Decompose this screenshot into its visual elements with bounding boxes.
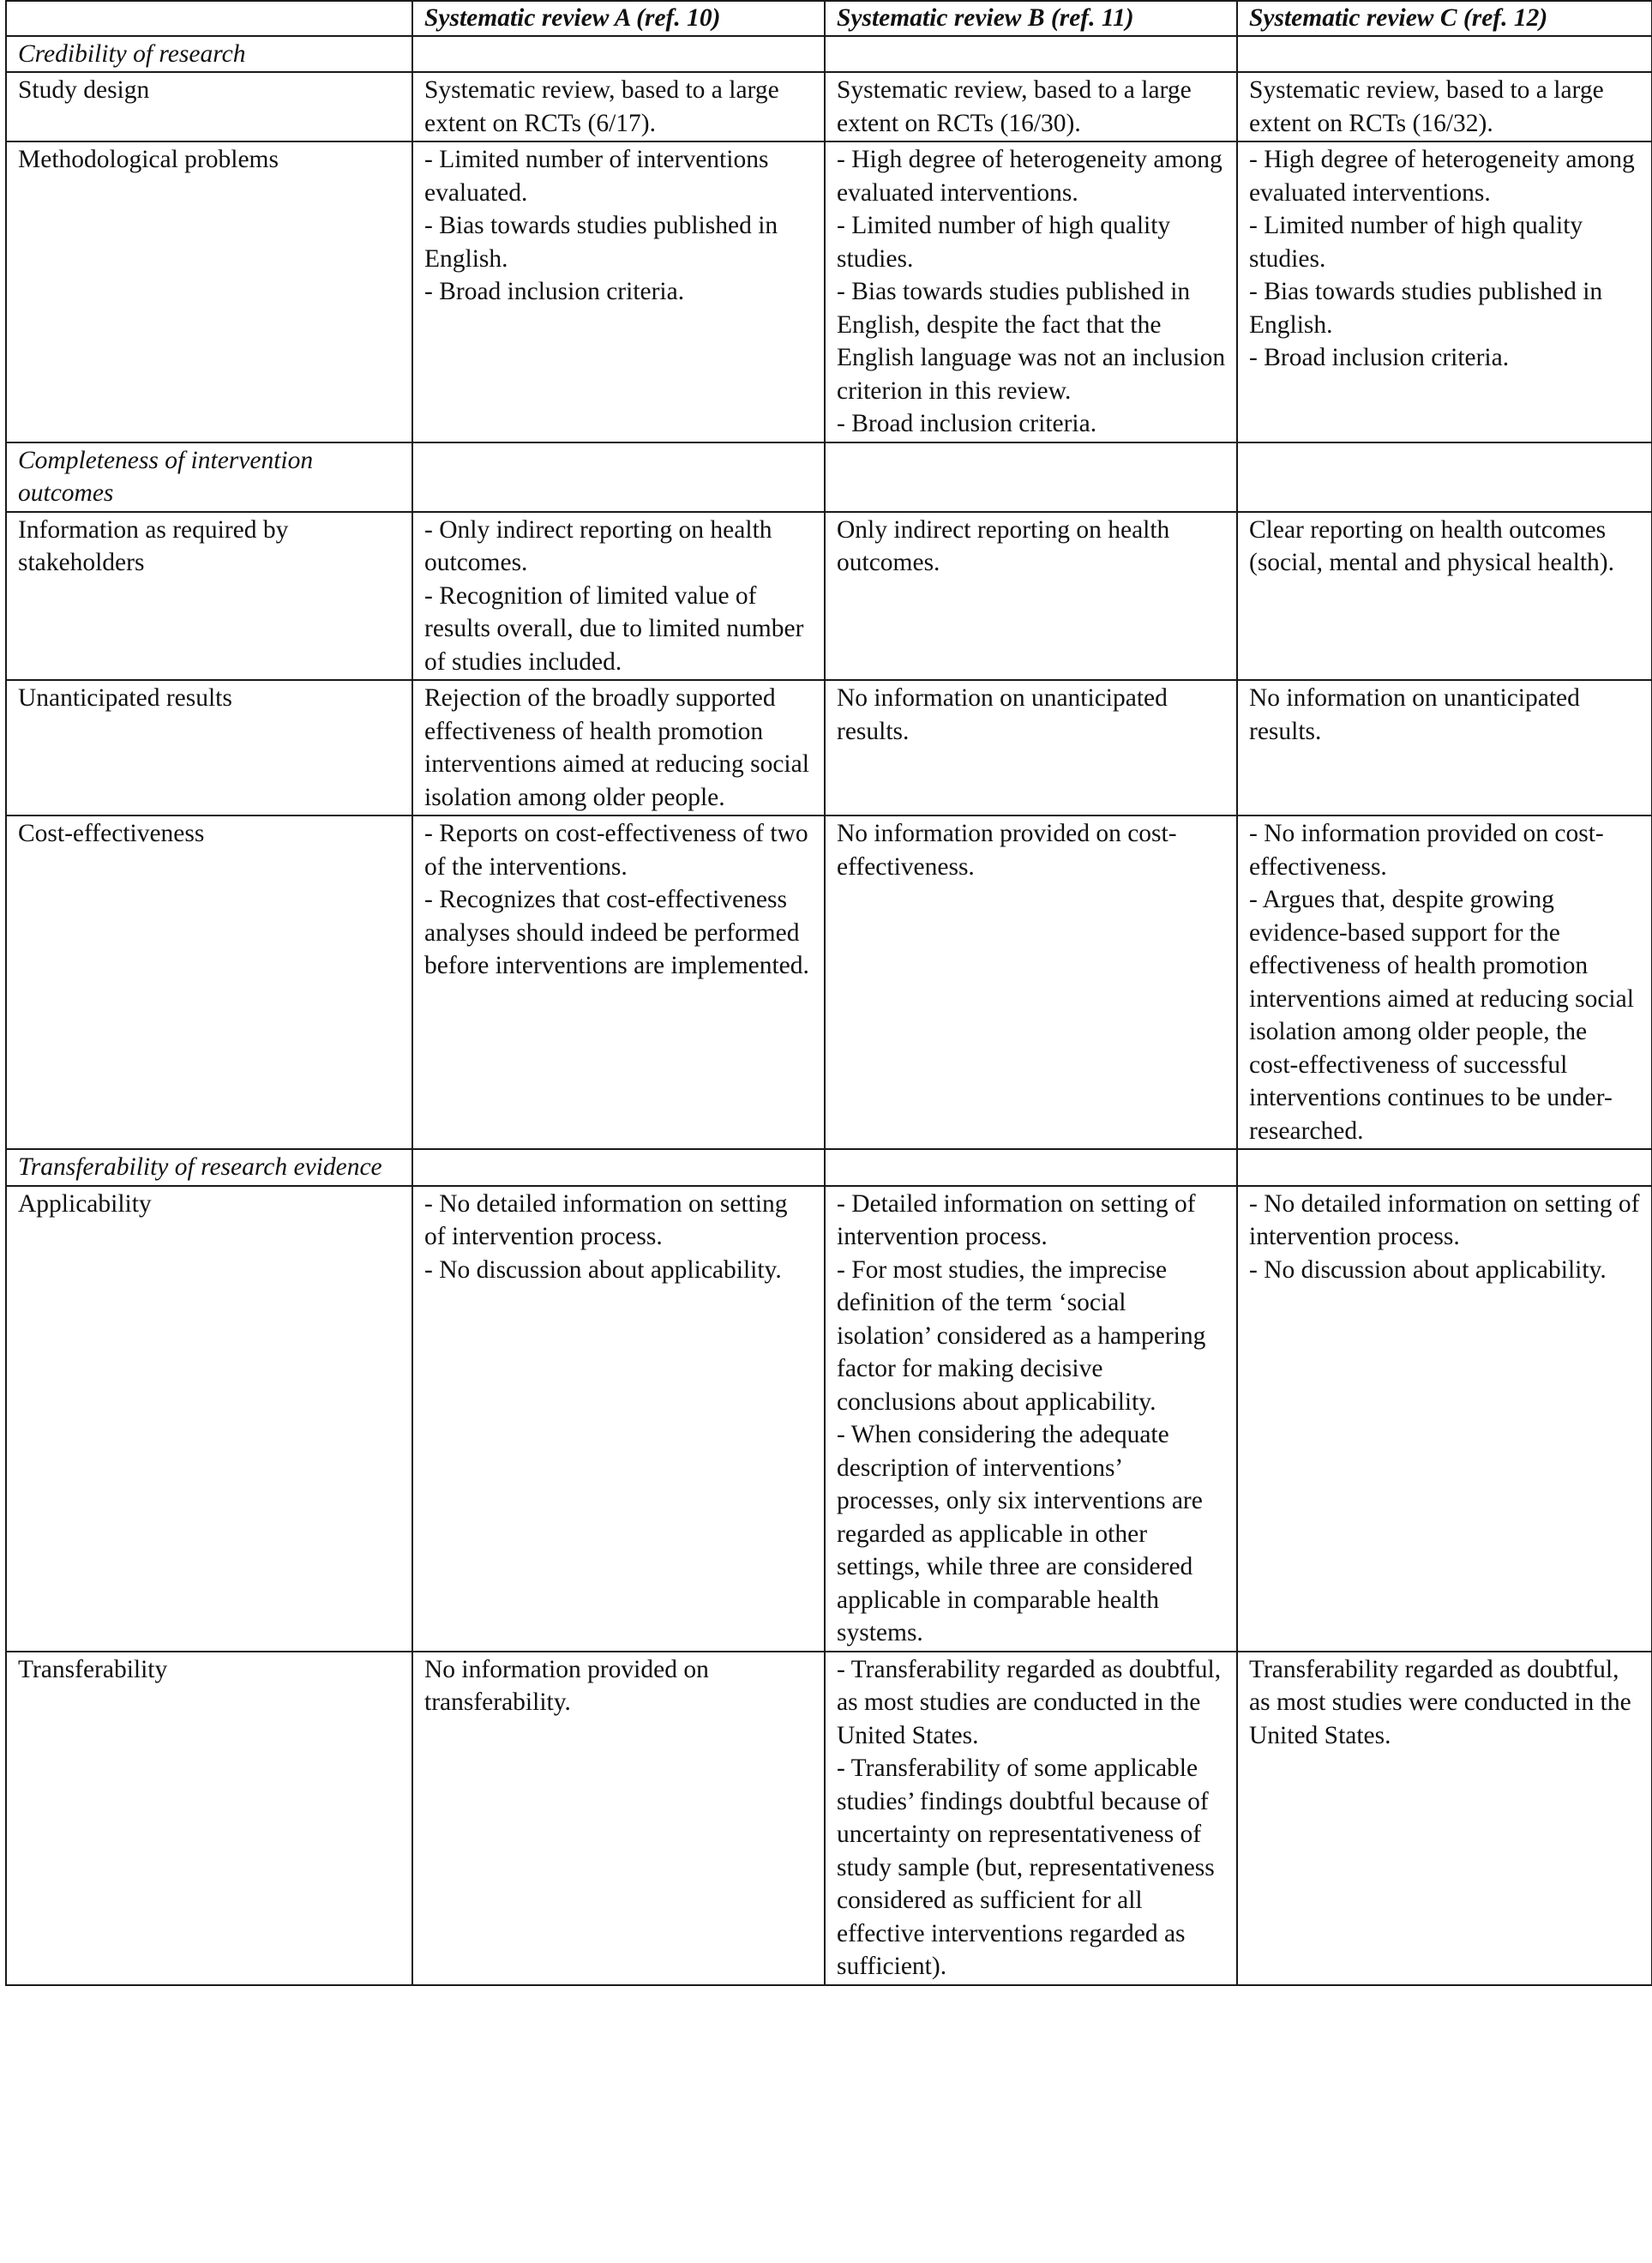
- table-cell: [412, 1149, 825, 1186]
- cell-paragraph: No information provided on cost-effectiveness.: [837, 820, 1177, 881]
- cell-paragraph: Only indirect reporting on health outcomes.: [837, 515, 1170, 576]
- table-row: [6, 1652, 1652, 1985]
- cell-paragraph: - Recognition of limited value of results overall, due to limited number of studies included.: [424, 581, 804, 676]
- table-row: [6, 36, 1652, 73]
- column-header-review-b: Systematic review B (ref. 11): [825, 1, 1237, 36]
- review-comparison-table: [5, 0, 1652, 1986]
- table-cell: [825, 442, 1237, 512]
- table-cell: [1237, 816, 1652, 1149]
- table-cell: [1237, 1186, 1652, 1652]
- table-cell: [825, 141, 1237, 442]
- table-cell: [412, 816, 825, 1149]
- cell-paragraph: Systematic review, based to a large extent on RCTs (16/30).: [837, 76, 1192, 137]
- cell-paragraph: - No detailed information on setting of intervention process.: [424, 1189, 788, 1250]
- cell-paragraph: - Limited number of interventions evaluated.: [424, 146, 769, 207]
- table-row: [6, 141, 1652, 442]
- cell-paragraph: Transferability regarded as doubtful, as most studies were conducted in the United States.: [1249, 1655, 1631, 1749]
- cell-paragraph: - No detailed information on setting of intervention process.: [1249, 1189, 1640, 1250]
- table-cell: [825, 816, 1237, 1149]
- table-row: [6, 680, 1652, 816]
- cell-paragraph: - Limited number of high quality studies.: [1249, 212, 1583, 273]
- cell-paragraph: Clear reporting on health outcomes (social, mental and physical health).: [1249, 515, 1614, 576]
- cell-paragraph: No information on unanticipated results.: [1249, 684, 1580, 745]
- row-label: Information as required by stakeholders: [6, 512, 412, 681]
- cell-paragraph: - When considering the adequate description of interventions’ processes, only six interventions are regarded as applicable in other settings, while three are considered applicable in comparable health systems.: [837, 1421, 1203, 1646]
- table-cell: [825, 36, 1237, 73]
- row-label: Applicability: [6, 1186, 412, 1652]
- table-cell: [412, 1652, 825, 1985]
- cell-paragraph: - No discussion about applicability.: [1249, 1255, 1607, 1284]
- table-cell: [1237, 512, 1652, 681]
- table-cell: [825, 72, 1237, 141]
- table-cell: [412, 680, 825, 816]
- table-cell: [825, 1186, 1237, 1652]
- cell-paragraph: - Broad inclusion criteria.: [1249, 344, 1510, 371]
- cell-paragraph: - High degree of heterogeneity among evaluated interventions.: [837, 146, 1222, 207]
- table-row: [6, 72, 1652, 141]
- table-cell: [1237, 72, 1652, 141]
- table-container: [5, 0, 1651, 1986]
- cell-paragraph: - Broad inclusion criteria.: [837, 410, 1097, 437]
- cell-paragraph: - Reports on cost-effectiveness of two of the interventions.: [424, 820, 808, 881]
- row-label: Methodological problems: [6, 141, 412, 442]
- table-cell: [825, 512, 1237, 681]
- cell-paragraph: Systematic review, based to a large extent on RCTs (16/32).: [1249, 76, 1604, 137]
- cell-paragraph: - For most studies, the imprecise definition of the term ‘social isolation’ considered as a hampering factor for making decisive conclusions about applicability.: [837, 1255, 1206, 1416]
- cell-paragraph: - High degree of heterogeneity among evaluated interventions.: [1249, 146, 1635, 207]
- table-row: [6, 1149, 1652, 1186]
- column-header-review-a: Systematic review A (ref. 10): [412, 1, 825, 36]
- column-header-review-c: Systematic review C (ref. 12): [1237, 1, 1652, 36]
- table-cell: [1237, 1149, 1652, 1186]
- table-cell: [825, 1149, 1237, 1186]
- cell-paragraph: - Only indirect reporting on health outcomes.: [424, 515, 772, 576]
- table-body: [6, 36, 1652, 1985]
- table-cell: [412, 1186, 825, 1652]
- section-label: Credibility of research: [6, 36, 412, 73]
- table-cell: [412, 36, 825, 73]
- row-label: Study design: [6, 72, 412, 141]
- cell-paragraph: - No discussion about applicability.: [424, 1255, 782, 1284]
- row-label: Transferability: [6, 1652, 412, 1985]
- table-row: [6, 1186, 1652, 1652]
- table-cell: [412, 442, 825, 512]
- cell-paragraph: Rejection of the broadly supported effectiveness of health promotion interventions aimed at reducing social isolation among older people.: [424, 684, 809, 811]
- table-row: [6, 442, 1652, 512]
- cell-paragraph: - Bias towards studies published in English.: [1249, 278, 1603, 339]
- table-cell: [1237, 1652, 1652, 1985]
- row-label: Unanticipated results: [6, 680, 412, 816]
- cell-paragraph: - Transferability regarded as doubtful, as most studies are conducted in the United States.: [837, 1655, 1222, 1749]
- cell-paragraph: - Transferability of some applicable studies’ findings doubtful because of uncertainty on representativeness of study sample (but, representativeness considered as sufficient for all effective interventions regarded as sufficient).: [837, 1754, 1215, 1980]
- cell-paragraph: - Broad inclusion criteria.: [424, 278, 685, 305]
- table-cell: [825, 680, 1237, 816]
- table-cell: [412, 72, 825, 141]
- table-row: [6, 512, 1652, 681]
- table-cell: [412, 141, 825, 442]
- table-row: [6, 816, 1652, 1149]
- cell-paragraph: Systematic review, based to a large extent on RCTs (6/17).: [424, 76, 779, 137]
- cell-paragraph: - No information provided on cost-effectiveness.: [1249, 820, 1604, 881]
- table-cell: [825, 1652, 1237, 1985]
- section-label: Transferability of research evidence: [6, 1149, 412, 1186]
- cell-paragraph: - Recognizes that cost-effectiveness analyses should indeed be performed before interventions are implemented.: [424, 886, 809, 979]
- cell-paragraph: - Limited number of high quality studies.: [837, 212, 1171, 273]
- cell-paragraph: - Bias towards studies published in English.: [424, 212, 778, 273]
- cell-paragraph: - Bias towards studies published in English, despite the fact that the English language was not an inclusion criterion in this review.: [837, 278, 1226, 405]
- header-row: [6, 1, 1652, 36]
- table-cell: [1237, 36, 1652, 73]
- row-label: Cost-effectiveness: [6, 816, 412, 1149]
- cell-paragraph: - Argues that, despite growing evidence-based support for the effectiveness of health promotion interventions aimed at reducing social isolation among older people, the cost-effectiveness of successful interventions continues to be under-researched.: [1249, 886, 1634, 1145]
- table-cell: [412, 512, 825, 681]
- table-cell: [1237, 442, 1652, 512]
- section-label: Completeness of intervention outcomes: [6, 442, 412, 512]
- cell-paragraph: No information provided on transferability.: [424, 1655, 709, 1716]
- table-cell: [1237, 680, 1652, 816]
- cell-paragraph: No information on unanticipated results.: [837, 684, 1168, 745]
- cell-paragraph: - Detailed information on setting of intervention process.: [837, 1189, 1196, 1250]
- column-header-criterion: [6, 1, 412, 36]
- table-cell: [1237, 141, 1652, 442]
